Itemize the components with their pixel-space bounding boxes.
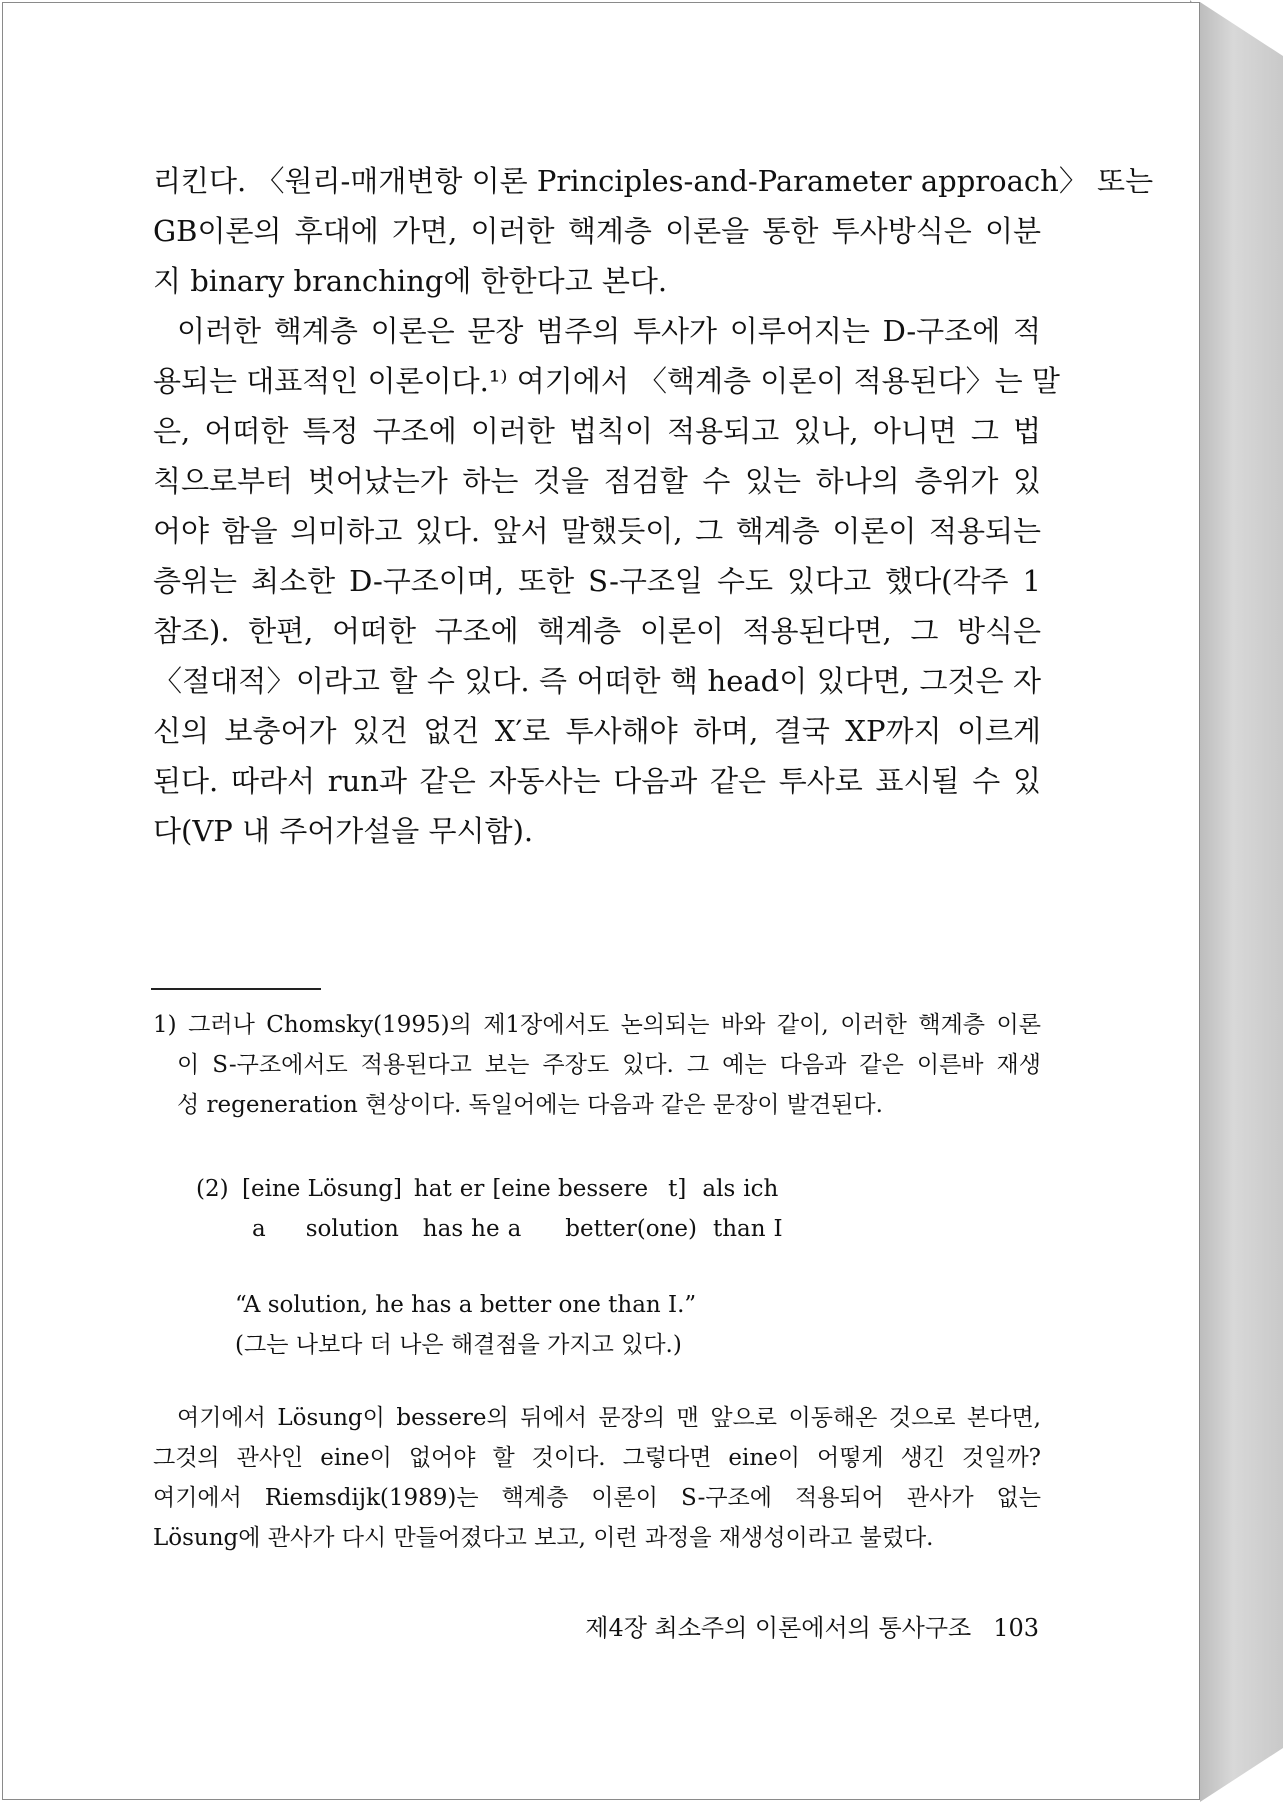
closing-line: 여기에서 Lösung이 bessere의 뒤에서 문장의 맨 앞으로 이동해온 것으로 본다면, <box>177 1405 1041 1431</box>
closing-line: 여기에서 Riemsdijk(1989)는 핵계층 이론이 S-구조에 적용되어 관사가 없는 <box>153 1485 1041 1511</box>
body-line: 어야 함을 의미하고 있다. 앞서 말했듯이, 그 핵계층 이론이 적용되는 <box>153 514 1041 548</box>
running-footer <box>585 1608 1039 1643</box>
gloss-word: better(one) <box>565 1216 697 1242</box>
closing-line: 그것의 관사인 eine이 없어야 할 것이다. 그렇다면 eine이 어떻게 생긴 것일까? <box>153 1445 1041 1471</box>
gloss-word: a <box>507 1216 522 1242</box>
example-word: er <box>459 1176 485 1202</box>
gloss-word: I <box>773 1216 783 1242</box>
footnote-line: 성 regeneration 현상이다. 독일어에는 다음과 같은 문장이 발견된다. <box>177 1092 883 1118</box>
gloss-word: has <box>422 1216 464 1242</box>
gloss-word: than <box>712 1216 766 1242</box>
body-line: 용되는 대표적인 이론이다.¹⁾ 여기에서 〈핵계층 이론이 적용된다〉는 말 <box>153 364 1060 398</box>
body-line: 리킨다. 〈원리-매개변항 이론 Principles-and-Parameter approach〉 또는 <box>153 164 1154 198</box>
page-stack-edge <box>1200 2 1283 1802</box>
body-line: GB이론의 후대에 가면, 이러한 핵계층 이론을 통한 투사방식은 이분 <box>153 214 1041 248</box>
footnote-line: 1) 그러나 Chomsky(1995)의 제1장에서도 논의되는 바와 같이, 이러한 핵계층 이론 <box>153 1012 1041 1038</box>
body-line: 〈절대적〉이라고 할 수 있다. 즉 어떠한 핵 head이 있다면, 그것은 자 <box>153 664 1041 698</box>
body-line: 참조). 한편, 어떠한 구조에 핵계층 이론이 적용된다면, 그 방식은 <box>153 614 1041 648</box>
example-source-line <box>196 1169 783 1209</box>
body-line: 칙으로부터 벗어났는가 하는 것을 점검할 수 있는 하나의 층위가 있 <box>153 464 1041 498</box>
gloss-word: he <box>471 1216 500 1242</box>
gloss-word: solution <box>305 1216 399 1242</box>
example-word: hat <box>413 1176 452 1202</box>
example-word: [eine bessere <box>492 1176 649 1202</box>
translation-english: “A solution, he has a better one than I.” <box>235 1292 697 1318</box>
example-word: ich <box>743 1176 779 1202</box>
closing-line: Lösung에 관사가 다시 만들어졌다고 보고, 이런 과정을 재생성이라고 불렀다. <box>153 1525 934 1551</box>
example-translation <box>235 1285 696 1365</box>
body-line: 다(VP 내 주어가설을 무시함). <box>153 814 534 848</box>
translation-korean: (그는 나보다 더 나은 해결점을 가지고 있다.) <box>235 1332 682 1358</box>
page-number: 103 <box>993 1614 1039 1642</box>
example-sentence <box>196 1169 783 1249</box>
document-page <box>2 2 1200 1800</box>
footnote-line: 이 S-구조에서도 적용된다고 보는 주장도 있다. 그 예는 다음과 같은 이른바 재생 <box>177 1052 1041 1078</box>
example-word: t] <box>668 1176 687 1202</box>
gloss-word: a <box>252 1216 266 1242</box>
example-gloss-line <box>196 1209 783 1249</box>
main-paragraphs <box>153 156 1154 856</box>
body-line: 된다. 따라서 run과 같은 자동사는 다음과 같은 투사로 표시될 수 있 <box>153 764 1041 798</box>
body-line: 신의 보충어가 있건 없건 X′로 투사해야 하며, 결국 XP까지 이르게 <box>153 714 1041 748</box>
body-line: 지 binary branching에 한한다고 본다. <box>153 264 668 298</box>
example-number: (2) <box>196 1176 229 1202</box>
footnote-continuation <box>153 1398 1041 1558</box>
footnote <box>153 1005 1041 1125</box>
body-line: 은, 어떠한 특정 구조에 이러한 법칙이 적용되고 있나, 아니면 그 법 <box>153 414 1041 448</box>
example-word: als <box>702 1176 736 1202</box>
example-word: [eine Lösung] <box>242 1176 402 1202</box>
body-line: 이러한 핵계층 이론은 문장 범주의 투사가 이루어지는 D-구조에 적 <box>177 314 1041 348</box>
body-line: 층위는 최소한 D-구조이며, 또한 S-구조일 수도 있다고 했다(각주 1 <box>153 564 1041 598</box>
footnote-divider <box>151 988 321 990</box>
chapter-title: 제4장 최소주의 이론에서의 통사구조 <box>585 1614 972 1642</box>
